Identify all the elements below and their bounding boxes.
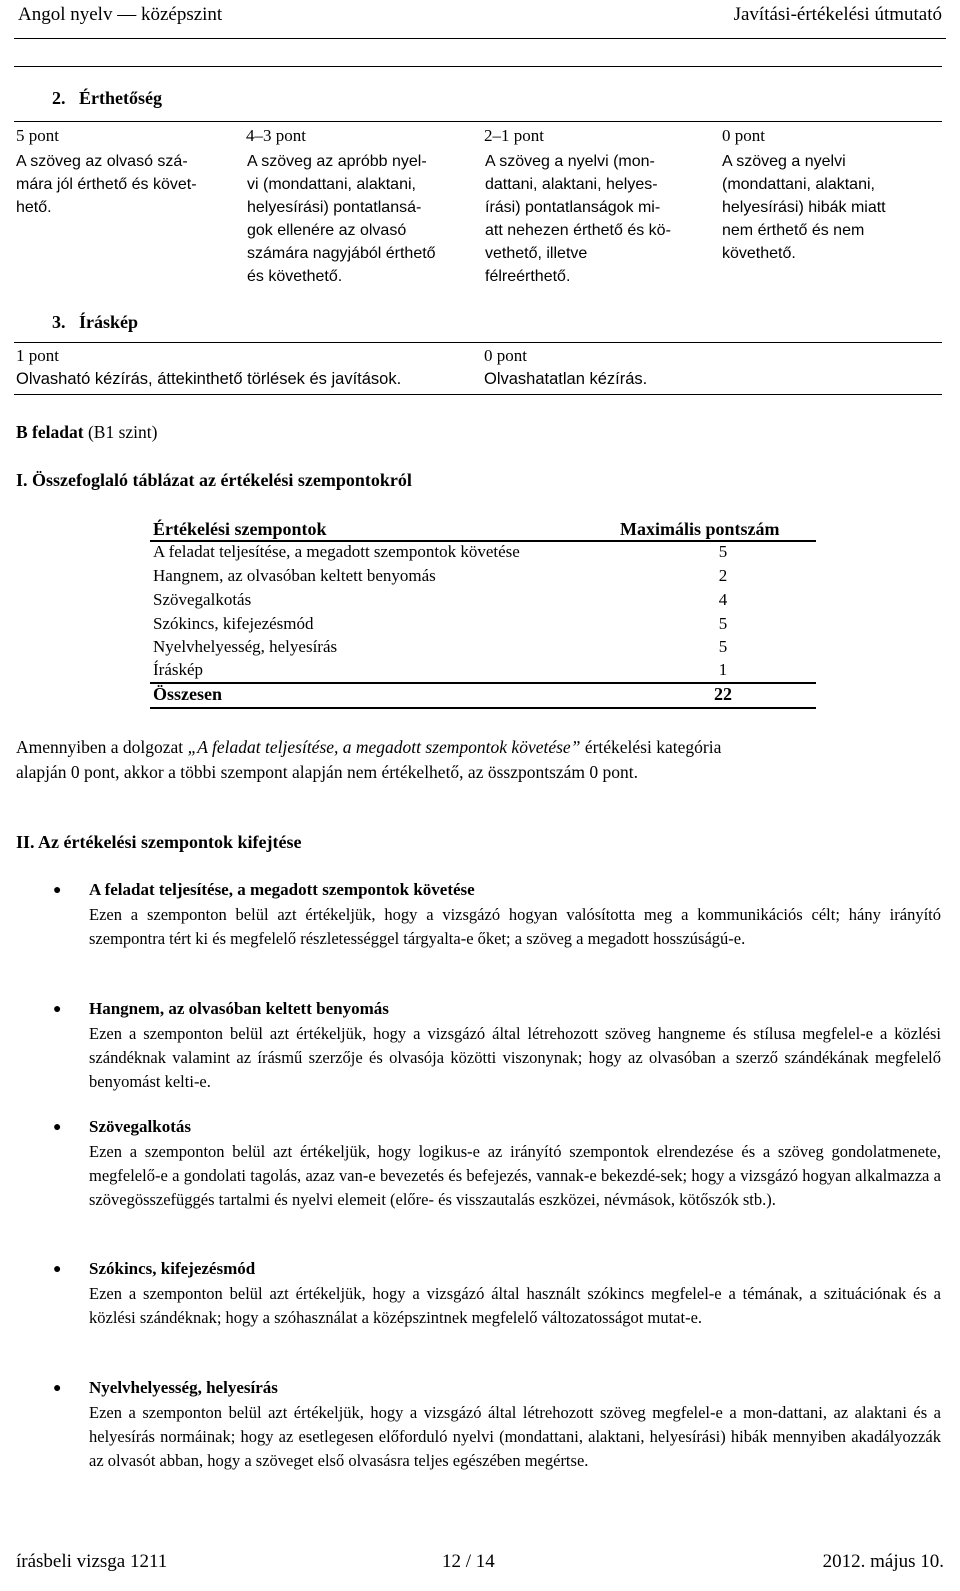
b-feladat-heading: B feladat (B1 szint) xyxy=(16,422,158,442)
section3-right-header: 0 pont xyxy=(484,346,527,365)
table-col-max-points: Maximális pontszám xyxy=(620,519,780,539)
section2-header-rule xyxy=(14,121,942,122)
criterion-title: Hangnem, az olvasóban keltett benyomás xyxy=(89,999,389,1018)
section2-title: 2. Érthetőség xyxy=(52,88,162,108)
table-row: Nyelvhelyesség, helyesírás 5 xyxy=(153,637,728,656)
bullet-icon: ● xyxy=(53,1002,62,1017)
col-header-0: 0 pont xyxy=(722,126,765,145)
col-text-2-1: A szöveg a nyelvi (mon- dattani, alaktani, helyes- írási) pontatlanságok mi- att nehezen érthető és kö- vethető, illetve félreérthető. xyxy=(485,153,671,285)
summary-title: I. Összefoglaló táblázat az értékelési szempontokról xyxy=(16,470,412,490)
col-header-5: 5 pont xyxy=(16,126,59,145)
bullet-icon: ● xyxy=(53,1120,62,1135)
bullet-icon: ● xyxy=(53,1381,62,1396)
criterion-text: Ezen a szemponton belül azt értékeljük, hogy a vizsgázó által használt szókincs megfelel-e a témának, a szituációnak és a közlési szándéknak; hogy a szóhasználat a középszintnek megfelelő változatosságot mutat-e. xyxy=(89,1284,941,1327)
col-text-0: A szöveg a nyelvi (mondattani, alaktani, helyesírási) hibák miatt nem érthető és nem követhető. xyxy=(722,153,886,262)
table-col-criteria: Értékelési szempontok xyxy=(153,519,327,539)
criterion-title: Nyelvhelyesség, helyesírás xyxy=(89,1378,278,1397)
section2-top-rule xyxy=(14,66,942,67)
table-row: Íráskép 1 xyxy=(153,660,728,679)
criterion-title: Szövegalkotás xyxy=(89,1117,191,1136)
section3-right-text: Olvashatatlan kézírás. xyxy=(484,370,648,388)
col-header-2-1: 2–1 pont xyxy=(484,126,544,145)
header-left: Angol nyelv — középszint xyxy=(18,4,223,25)
table-row: A feladat teljesítése, a megadott szempontok követése 5 xyxy=(153,542,728,561)
table-row: Szókincs, kifejezésmód 5 xyxy=(153,614,728,633)
zero-point-note: Amennyiben a dolgozat „A feladat teljesítése, a megadott szempontok követése” értékelési kategória alapján 0 pont, akkor a többi szempont alapján nem értékelhető, az összpontszám 0 pont. xyxy=(16,737,722,782)
section3-left-text: Olvasható kézírás, áttekinthető törlések és javítások. xyxy=(16,370,402,388)
criterion-text: Ezen a szemponton belül azt értékeljük, hogy logikus-e az irányító szempontok elrendezése és a szöveg gondolatmenete, megfelelő-e a gondolati tagolás, azaz van-e bevezetés és befejezés, vannak-e bekezdé-sek; hogy a vizsgázó hogyan alkalmazza a szövegösszefüggés tartalmi és nyelvi elemeit (előre- és visszautalás eszközei, névmások, kötőszók stb.). xyxy=(89,1142,941,1209)
bullet-icon: ● xyxy=(53,1262,62,1277)
bullet-icon: ● xyxy=(53,883,62,898)
section3-title: 3. Íráskép xyxy=(52,312,139,332)
section3-bottom-rule xyxy=(14,394,942,395)
table-row: Hangnem, az olvasóban keltett benyomás 2 xyxy=(153,566,728,585)
criterion-text: Ezen a szemponton belül azt értékeljük, hogy a vizsgázó által létrehozott szöveg megfelel-e a mon-dattani, az alaktani és a helyesírás normáinak; hogy az esetlegesen előforduló nyelvi (mondattani, alaktani, helyesírási) hibák mennyiben akadályozzák az olvasót abban, hogy a szöveget első olvasásra teljes egészében megértse. xyxy=(89,1403,941,1470)
table-row: Szövegalkotás 4 xyxy=(153,590,728,609)
table-bottom-rule xyxy=(150,707,816,709)
section3-left-header: 1 pont xyxy=(16,346,59,365)
col-header-4-3: 4–3 pont xyxy=(246,126,306,145)
section3-top-rule xyxy=(14,342,942,343)
criterion-title: A feladat teljesítése, a megadott szempontok követése xyxy=(89,880,475,899)
header-right: Javítási-értékelési útmutató xyxy=(733,4,942,25)
footer-exam-id: írásbeli vizsga 1211 xyxy=(16,1551,168,1572)
col-text-5: A szöveg az olvasó szá- mára jól érthető és követ- hető. xyxy=(16,153,197,216)
col-text-4-3: A szöveg az apróbb nyel- vi (mondattani, alaktani, helyesírási) pontatlansá- gok ellenére az olvasó számára nagyjából érthető és követhető. xyxy=(247,153,436,285)
criterion-text: Ezen a szemponton belül azt értékeljük, hogy a vizsgázó által létrehozott szöveg hangneme és stílusa megfelel-e a közlési szándéknak valamint az írásmű szerzője és olvasója közötti viszonynak; hogy az olvasóban a szerző szándékának megfelelő benyomást kelti-e. xyxy=(89,1024,941,1091)
table-total-row: Összesen 22 xyxy=(153,684,732,704)
footer-date: 2012. május 10. xyxy=(822,1551,944,1572)
section-ii-title: II. Az értékelési szempontok kifejtése xyxy=(16,832,302,852)
header-divider xyxy=(14,38,946,39)
criterion-text: Ezen a szemponton belül azt értékeljük, hogy a vizsgázó hogyan valósította meg a kommunikációs célt; hány irányító szempontra tért ki és megfelelő részletességgel tárgyalta-e őket; a szöveg a megadott hosszúságú-e. xyxy=(89,905,941,948)
criterion-title: Szókincs, kifejezésmód xyxy=(89,1259,256,1278)
footer-page-number: 12 / 14 xyxy=(442,1551,495,1572)
